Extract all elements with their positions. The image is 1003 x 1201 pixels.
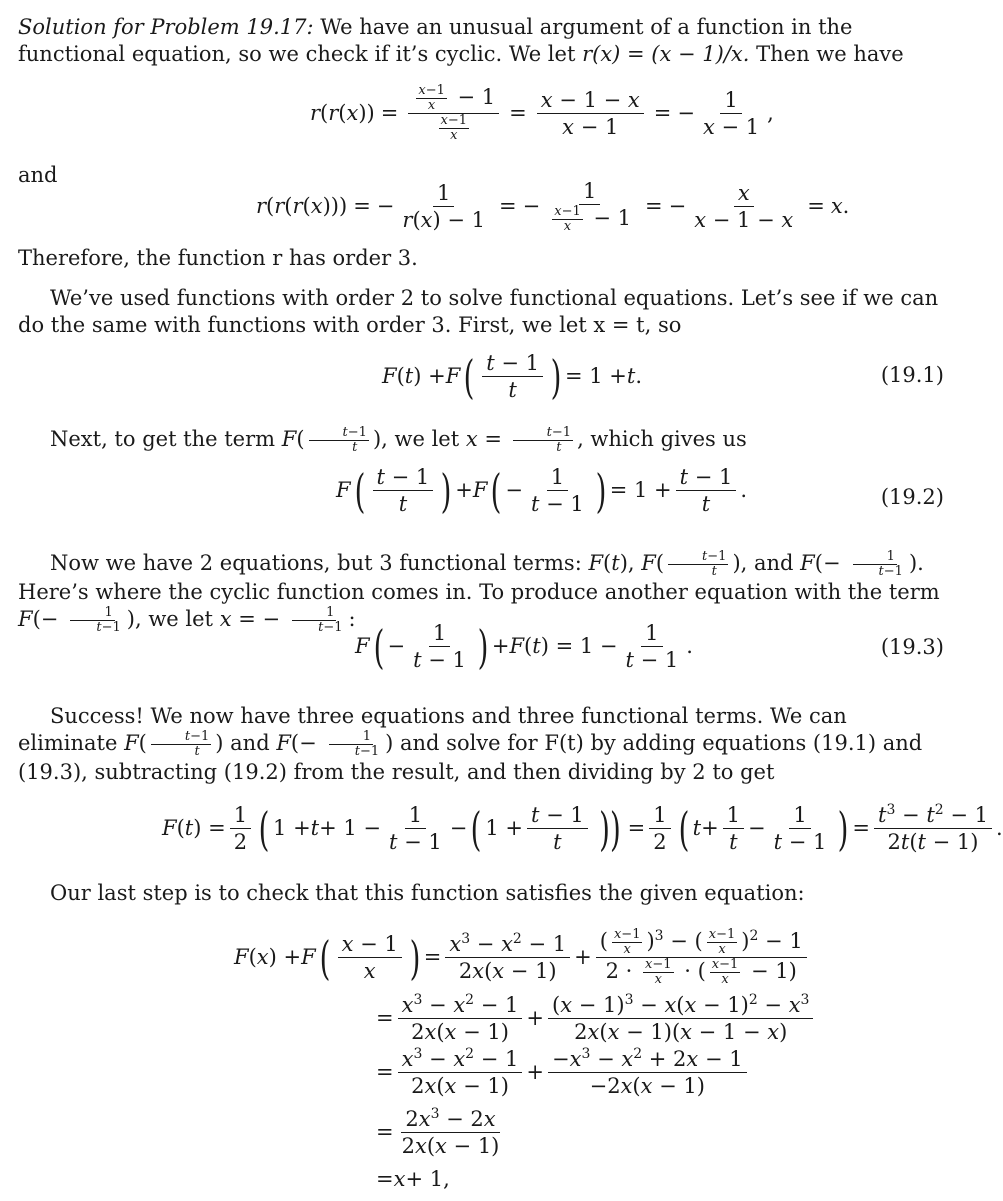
equation-number-19-3: (19.3) — [880, 635, 944, 659]
solution-label: Solution for Problem 19.17: — [18, 15, 314, 39]
equation-number-19-2: (19.2) — [880, 485, 944, 509]
paragraph-order-2: We’ve used functions with order 2 to solve functional equations. Let’s see if we can do the same with functions with order 3. First, we let x = t, so — [18, 286, 939, 337]
paragraph-cyclic: Now we have 2 equations, but 3 functional terms: F(t), F( $\frac{t-1}{t}$ ), and F(− $\frac{1}{t-1}$ ). Here’s where the cyclic function comes in. To produce another equation with the term F(− $\frac{1}{t-1}$ ), we let x = − $\frac{1}{t-1}$ : — [18, 549, 940, 635]
paragraph-check: Our last step is to check that this function satisfies the given equation: — [50, 881, 805, 905]
paragraph-next-term: Next, to get the term F( $\frac{t-1}{t}$ ), we let x = $\frac{t-1}{t}$ , which gives us — [50, 425, 747, 455]
intro-paragraph — [18, 14, 944, 68]
intro-text-2: Then we have — [756, 42, 904, 66]
r-definition: r(x) = (x − 1)/x. — [582, 42, 750, 66]
equation-number-19-1: (19.1) — [880, 363, 944, 387]
paragraph-success: Success! We now have three equations and three functional terms. We can eliminate F( $\frac{t-1}{t}$ ) and F(− $\frac{1}{t-1}$ ) and solve for F(t) by adding equations (19.1) and (19.3), subtracting (19.2) from the result, and then dividing by 2 to get — [18, 704, 923, 784]
and-word: and — [18, 163, 58, 187]
intro-text: We have an unusual argument of a function in the functional equation, so we check if it’s cyclic. We let — [18, 15, 853, 66]
order-sentence: Therefore, the function r has order 3. — [18, 246, 418, 270]
